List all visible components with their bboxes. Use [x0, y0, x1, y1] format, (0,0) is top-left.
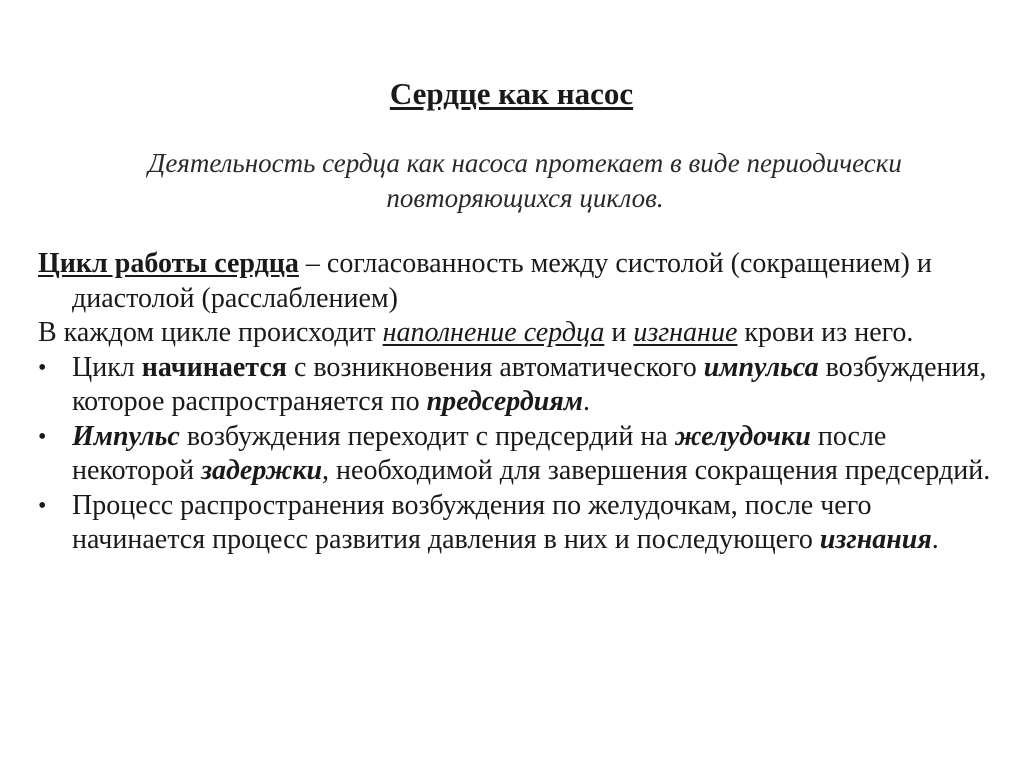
cycle-definition [38, 247, 1008, 316]
bullet-dot-icon: • [38, 354, 47, 381]
cycle-term: Цикл работы сердца [38, 248, 299, 279]
each-cycle-paragraph: В каждом цикле происходит наполнение сердца и изгнание крови из него. [38, 317, 914, 348]
slide-title: Сердце как насос [389, 76, 634, 111]
bullet-item: • Цикл начинается с возникновения автоматического импульса возбуждения, которое распространяется по предсердиям. [38, 351, 987, 417]
bullet-dot-icon: • [38, 423, 47, 450]
cycle-definition-text: – согласованность между систолой (сокращением) и диастолой (расслаблением) [72, 248, 932, 314]
bullet-dot-icon: • [38, 492, 47, 519]
slide-body [38, 247, 1008, 558]
slide-subtitle: Деятельность сердца как насоса протекает в виде периодически повторяющихся циклов. [148, 148, 902, 213]
filling-term: наполнение сердца [382, 317, 605, 348]
bullet-item: • Импульс возбуждения переходит с предсердий на желудочки после некоторой задержки, необходимой для завершения сокращения предсердий. [38, 420, 991, 486]
ejection-term: изгнание [633, 317, 738, 348]
bullet-item: • Процесс распространения возбуждения по желудочкам, после чего начинается процесс развития давления в них и последующего изгнания. [38, 489, 939, 555]
